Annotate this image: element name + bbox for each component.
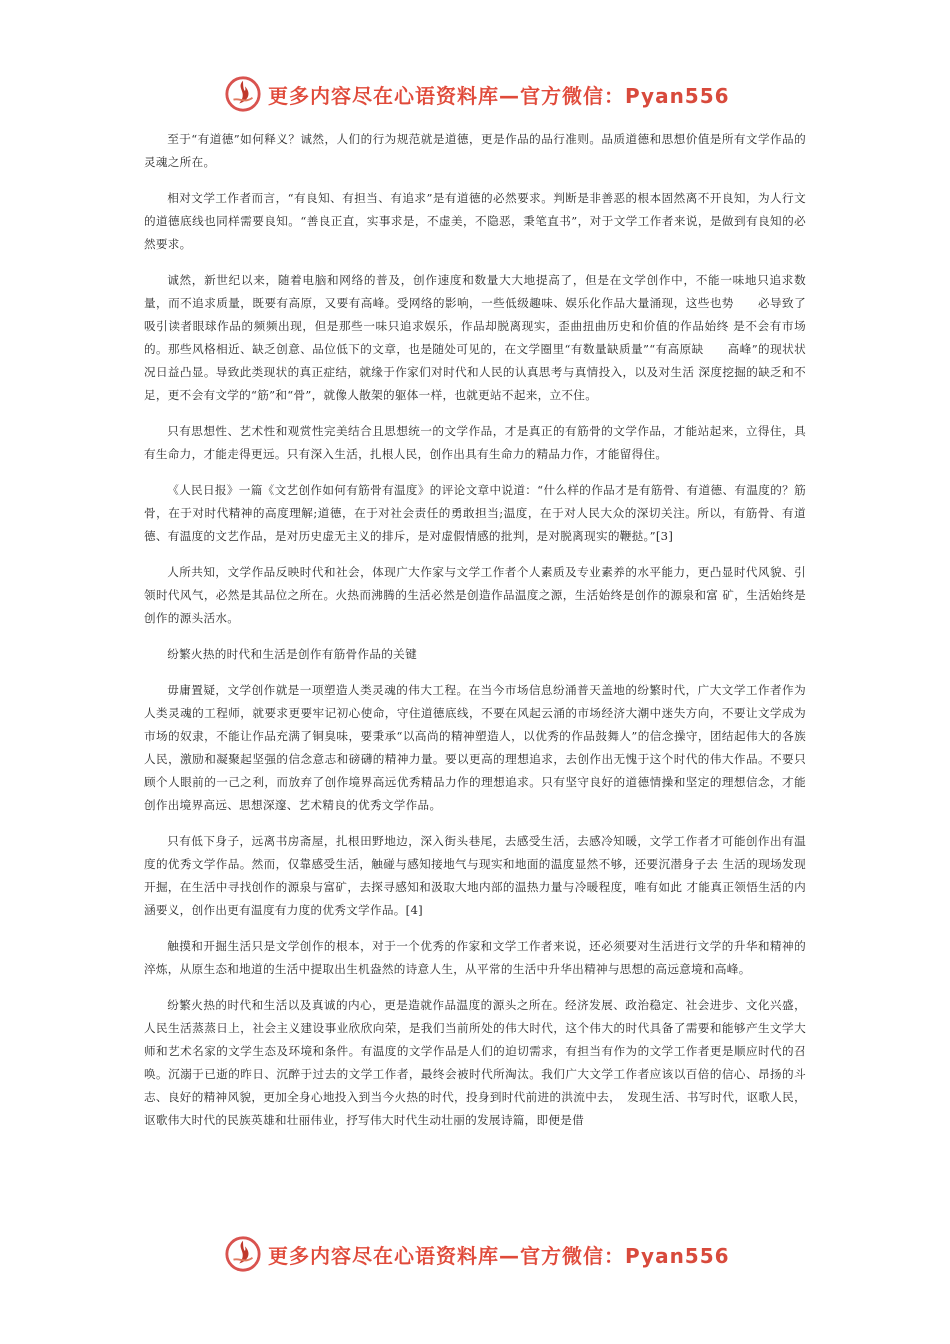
header-banner (224, 72, 744, 116)
paragraph: 纷繁火热的时代和生活以及真诚的内心，更是造就作品温度的源头之所在。经济发展、政治稳定、社会进步、文化兴盛，人民生活蒸蒸日上，社会主义建设事业欣欣向荣，是我们当前所处的伟大时代，这个伟大的时代具备了需要和能够产生文学大师和艺术名家的文学生态及环境和条件。有温度的文学作品是人们的迫切需求，有担当有作为的文学工作者更是顺应时代的召唤。沉溺于已逝的昨日、沉醉于过去的文学工作者，最终会被时代所淘汰。我们广大文学工作者应该以百倍的信心、昂扬的斗志、良好的精神风貌，更加全身心地投入到当今火热的时代，投身到时代前进的洪流中去， 发现生活、书写时代，讴歌人民，讴歌伟大时代的民族英雄和壮丽伟业，抒写伟大时代生动壮丽的发展诗篇，即便是借 (144, 998, 806, 1127)
paragraph: 至于“有道德”如何释义？诚然，人们的行为规范就是道德，更是作品的品行准则。品质道德和思想价值是所有文学作品的灵魂之所在。 (144, 132, 806, 169)
flame-logo-icon (224, 75, 262, 113)
paragraph: 诚然，新世纪以来，随着电脑和网络的普及，创作速度和数量大大地提高了，但是在文学创作中，不能一味地只追求数量，而不追求质量，既要有高原，又要有高峰。受网络的影响，一些低级趣味、娱乐化作品大量涌现，这些也势 必导致了吸引读者眼球作品的频频出现，但是那些一味只追求娱乐，作品却脱离现实，歪曲扭曲历史和价值的作品始终 是不会有市场的。那些风格相近、缺乏创意、品位低下的文章，也是随处可见的，在文学圈里“有数量缺质量”“有高原缺 高峰”的现状状况日益凸显。导致此类现状的真正症结，就缘于作家们对时代和人民的认真思考与真情投入，以及对生活 深度挖掘的缺乏和不足，更不会有文学的“筋”和“骨”，就像人散架的躯体一样，也就更站不起来，立不住。 (144, 273, 806, 402)
paragraph: 人所共知，文学作品反映时代和社会，体现广大作家与文学工作者个人素质及专业素养的水平能力，更凸显时代风貌、引领时代风气，必然是其品位之所在。火热而沸腾的生活必然是创造作品温度之源，生活始终是创作的源泉和富 矿，生活始终是创作的源头活水。 (144, 565, 806, 625)
paragraph: 相对文学工作者而言，“有良知、有担当、有追求”是有道德的必然要求。判断是非善恶的根本固然离不开良知，为人行文的道德底线也同样需要良知。“善良正直，实事求是，不虚美，不隐恶，秉笔直书”，对于文学工作者来说，是做到有良知的必然要求。 (144, 191, 806, 251)
footer-banner (224, 1232, 744, 1276)
banner-wechat-id: Pyan556 (625, 83, 730, 108)
banner-wechat-id: Pyan556 (625, 1243, 730, 1268)
banner-text (268, 80, 730, 109)
banner-text (268, 1240, 730, 1269)
paragraph: 毋庸置疑，文学创作就是一项塑造人类灵魂的伟大工程。在当今市场信息纷涌普天盖地的纷繁时代，广大文学工作者作为人类灵魂的工程师，就要求更要牢记初心使命，守住道德底线，不要在风起云涌的市场经济大潮中迷失方向，不要让文学成为市场的奴隶，不能让作品充满了铜臭味，要秉承“以高尚的精神塑造人，以优秀的作品鼓舞人”的信念操守，团结起伟大的各族人民，激励和凝聚起坚强的信念意志和磅礴的精神力量。要以更高的理想追求，去创作出无愧于这个时代的伟大作品。不要只顾个人眼前的一己之利，而放弃了创作境界高远优秀精品力作的理想追求。只有坚守良好的道德情操和坚定的理想信念，才能创作出境界高远、思想深邃、艺术精良的优秀文学作品。 (144, 683, 806, 812)
section-heading: 纷繁火热的时代和生活是创作有筋骨作品的关键 (167, 647, 417, 661)
paragraph: 只有低下身子，远离书房斋屋，扎根田野地边，深入街头巷尾，去感受生活，去感冷知暖，文学工作者才可能创作出有温度的优秀文学作品。然而，仅靠感受生活，触碰与感知接地气与现实和地面的温度显然不够，还要沉潜身子去 生活的现场发现开掘，在生活中寻找创作的源泉与富矿，去探寻感知和汲取大地内部的温热力量与冷暖程度，唯有如此 才能真正领悟生活的内涵要义，创作出更有温度有力度的优秀文学作品。[4] (144, 834, 806, 917)
paragraph: 触摸和开掘生活只是文学创作的根本，对于一个优秀的作家和文学工作者来说，还必须要对生活进行文学的升华和精神的淬炼，从原生态和地道的生活中提取出生机盎然的诗意人生，从平常的生活中升华出精神与思想的高远意境和高峰。 (144, 939, 806, 976)
flame-logo-icon (224, 1235, 262, 1273)
paragraph: 《人民日报》一篇《文艺创作如何有筋骨有温度》的评论文章中说道：“什么样的作品才是有筋骨、有道德、有温度的？筋骨，在于对时代精神的高度理解;道德，在于对社会责任的勇敢担当;温度，在于对人民大众的深切关注。所以，有筋骨、有道德、有温度的文艺作品，是对历史虚无主义的排斥，是对虚假情感的批判，是对脱离现实的鞭挞。”[3] (144, 483, 806, 543)
article-body (144, 128, 806, 1145)
paragraph: 只有思想性、艺术性和观赏性完美结合且思想统一的文学作品，才是真正的有筋骨的文学作品，才能站起来，立得住，具有生命力，才能走得更远。只有深入生活，扎根人民，创作出具有生命力的精品力作，才能留得住。 (144, 424, 806, 461)
banner-main-text: 更多内容尽在心语资料库—官方微信： (268, 1243, 625, 1268)
banner-main-text: 更多内容尽在心语资料库—官方微信： (268, 83, 625, 108)
